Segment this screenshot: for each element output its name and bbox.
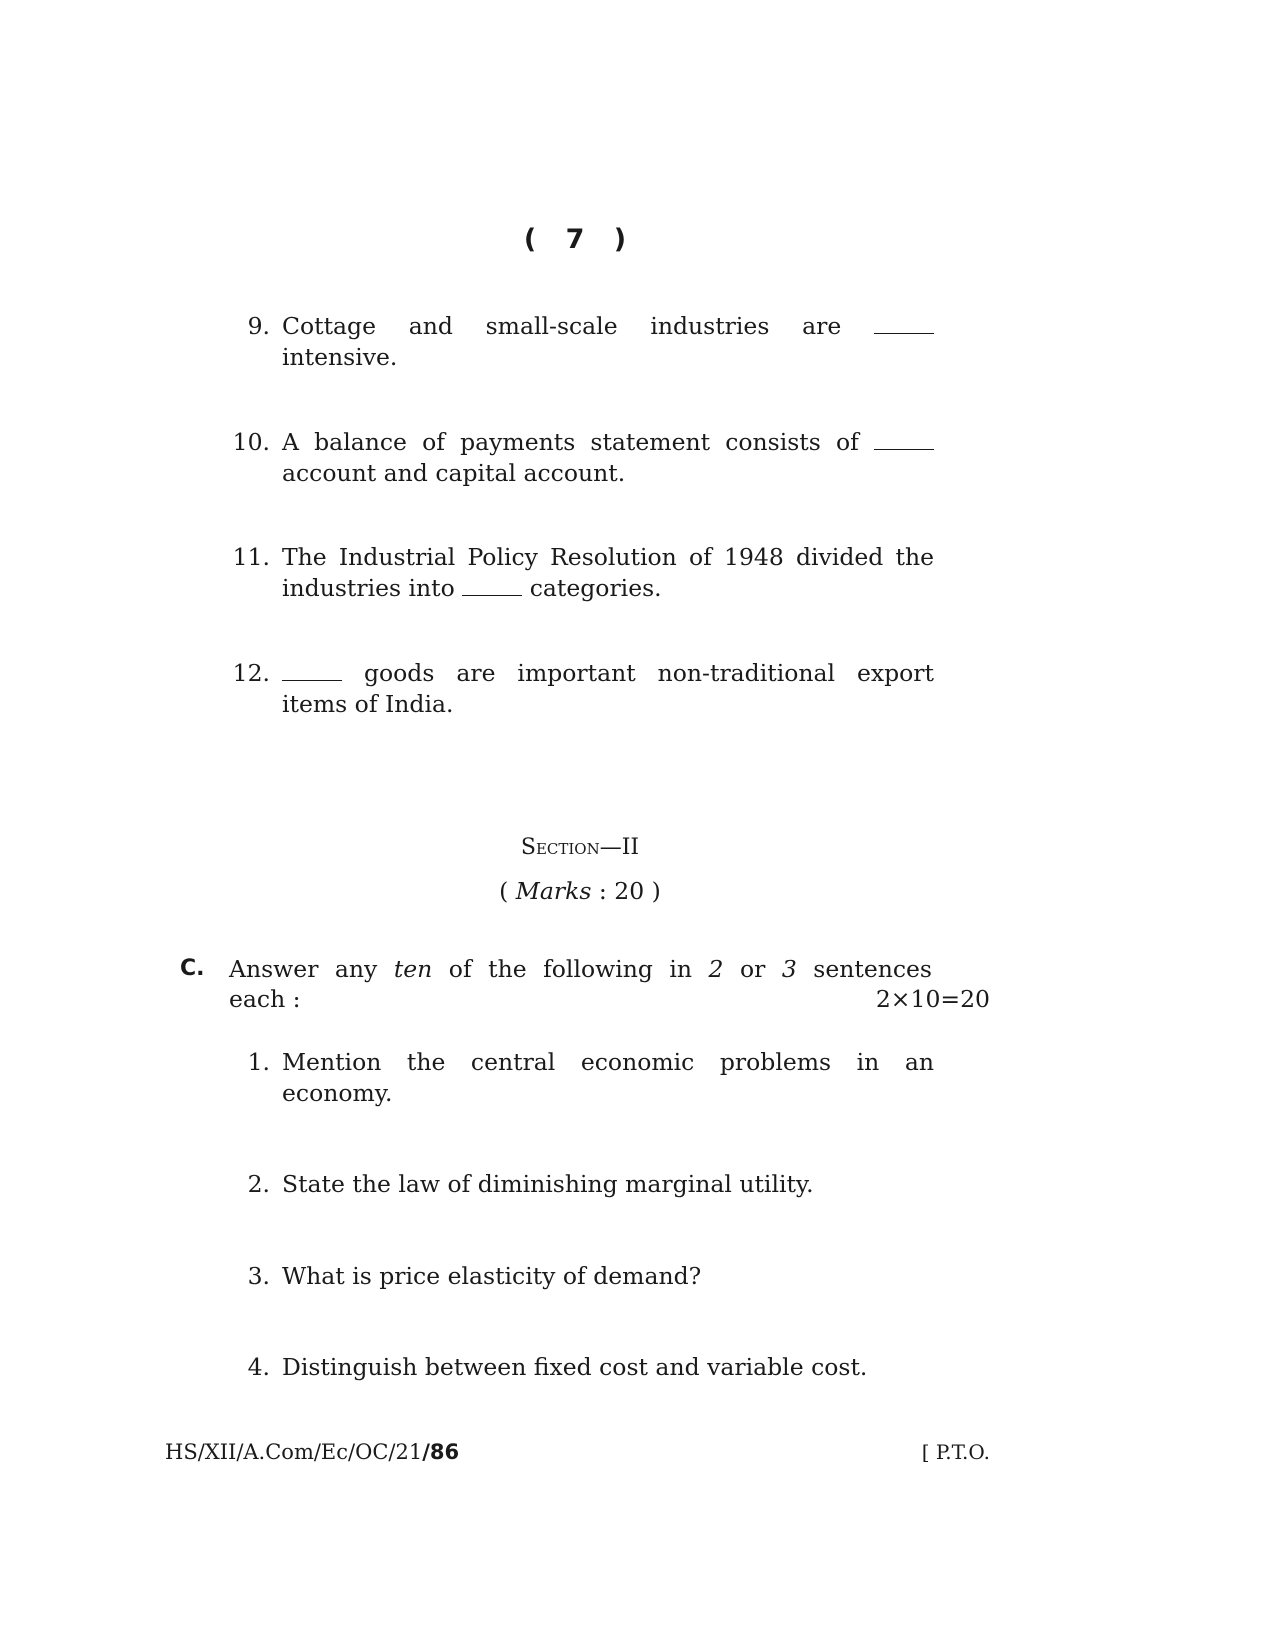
page-number: ( 7 ) bbox=[523, 224, 637, 255]
answer-blank bbox=[874, 448, 934, 450]
question-c2 bbox=[247, 1169, 934, 1200]
question-text: What is price elasticity of demand? bbox=[282, 1262, 702, 1290]
answer-blank bbox=[874, 332, 934, 334]
question-number: 9. bbox=[247, 312, 270, 340]
question-number: 12. bbox=[232, 659, 270, 687]
question-number: 3. bbox=[247, 1262, 270, 1290]
question-line2: account and capital account. bbox=[282, 459, 626, 487]
instruction-line2: each : bbox=[229, 985, 301, 1013]
question-c3 bbox=[247, 1261, 934, 1292]
question-line1: A balance of payments statement consists of bbox=[282, 427, 934, 458]
question-text: Distinguish between fixed cost and variable cost. bbox=[282, 1353, 868, 1381]
section-c-label: C. bbox=[180, 956, 205, 981]
question-b10 bbox=[232, 427, 934, 489]
question-line1: Cottage and small-scale industries are bbox=[282, 311, 934, 342]
question-text: Mention the central economic problems in an economy. bbox=[282, 1048, 934, 1107]
question-number: 11. bbox=[232, 543, 270, 571]
section-marks: ( Marks : 20 ) bbox=[499, 877, 661, 905]
question-c1 bbox=[247, 1047, 934, 1109]
question-line1: The Industrial Policy Resolution of 1948 divided the bbox=[282, 543, 934, 571]
question-c4 bbox=[247, 1352, 934, 1383]
question-number: 10. bbox=[232, 428, 270, 456]
question-line2: intensive. bbox=[282, 343, 398, 371]
question-text: goods are important non-traditional export items of India. bbox=[282, 659, 934, 718]
pto-label: [ P.T.O. bbox=[921, 1440, 990, 1464]
question-number: 2. bbox=[247, 1170, 270, 1198]
instruction-line1: Answer any ten of the following in 2 or 3 sentences bbox=[229, 955, 932, 983]
answer-blank bbox=[462, 594, 522, 596]
question-b11 bbox=[232, 542, 934, 604]
section-c-marks: 2×10=20 bbox=[875, 985, 990, 1013]
question-line2: industries into categories. bbox=[282, 574, 662, 602]
question-b12 bbox=[232, 658, 934, 720]
question-b9 bbox=[247, 311, 934, 373]
paper-code: HS/XII/A.Com/Ec/OC/21/86 bbox=[165, 1440, 460, 1464]
section-title: Section—II bbox=[520, 835, 640, 860]
question-number: 4. bbox=[247, 1353, 270, 1381]
question-number: 1. bbox=[247, 1048, 270, 1076]
answer-blank bbox=[282, 679, 342, 681]
question-text: State the law of diminishing marginal utility. bbox=[282, 1170, 814, 1198]
